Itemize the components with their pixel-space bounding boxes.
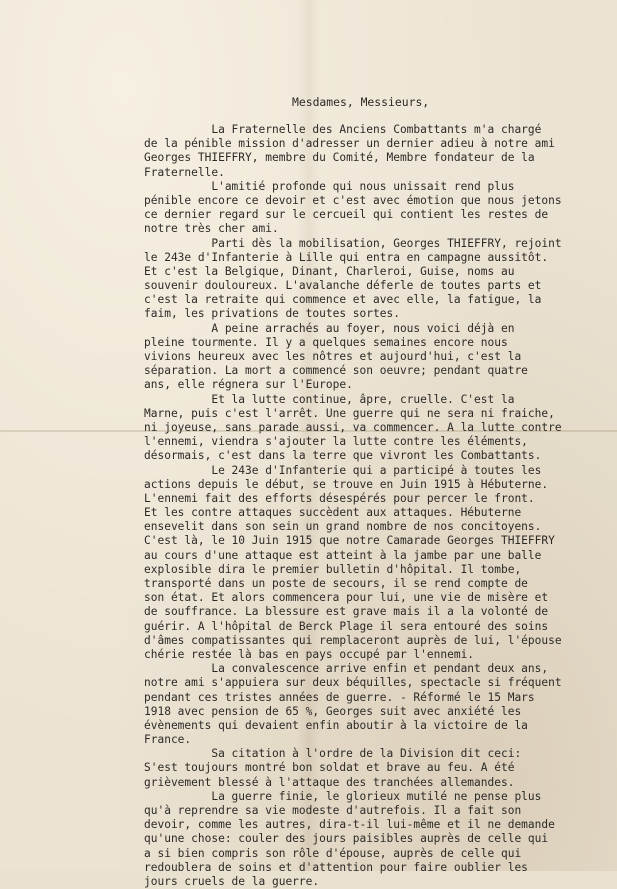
letter-line: évènements qui devaient enfin aboutir à la victoire de la <box>144 718 528 732</box>
letter-line: l'ennemi, viendra s'ajouter la lutte contre les éléments, <box>144 435 528 449</box>
letter-line: jours cruels de la guerre. <box>144 874 320 888</box>
letter-line: faim, les privations de toutes sortes. <box>144 307 400 321</box>
letter-line: désormais, c'est dans la terre que vivront les Combattants. <box>144 449 542 463</box>
letter-line: séparation. La mort a commencé son oeuvre; pendant quatre <box>144 364 528 378</box>
letter-line: ensevelit dans son sein un grand nombre de nos concitoyens. <box>144 520 542 534</box>
letter-line: La Fraternelle des Anciens Combattants m'a chargé <box>144 123 542 136</box>
letter-line: S'est toujours montré bon soldat et brave au feu. A été <box>144 761 515 775</box>
letter-line: A peine arrachés au foyer, nous voici déjà en <box>144 321 515 335</box>
letter-line: souvenir douloureux. L'avalanche déferle de toutes parts et <box>144 279 542 293</box>
letter-line: Le 243e d'Infanterie qui a participé à toutes les <box>144 463 542 477</box>
letter-line: notre ami s'appuiera sur deux béquilles, spectacle si fréquent <box>144 676 562 690</box>
letter-line: ce dernier regard sur le cercueil qui contient les restes de <box>144 208 549 222</box>
letter-line: explosible dira le premier bulletin d'hôpital. Il tombe, <box>144 562 522 576</box>
letter-line: a si bien compris son rôle d'épouse, auprès de celle qui <box>144 846 522 860</box>
letter-line: C'est là, le 10 Juin 1915 que notre Camarade Georges THIEFFRY <box>144 534 555 548</box>
letter-line: chérie restée là bas en pays occupé par l'ennemi. <box>144 647 475 661</box>
letter-line: ans, elle régnera sur l'Europe. <box>144 378 353 392</box>
letter-body <box>144 123 617 889</box>
letter-line: L'amitié profonde qui nous unissait rend plus <box>144 179 515 193</box>
letter-line: Sa citation à l'ordre de la Division dit ceci: <box>144 747 522 761</box>
letter-line: pendant ces tristes années de guerre. - Réformé le 15 Mars <box>144 690 535 704</box>
letter-line: Georges THIEFFRY, membre du Comité, Membre fondateur de la <box>144 151 535 165</box>
letter-line: La guerre finie, le glorieux mutilé ne pense plus <box>144 789 542 803</box>
letter-line: c'est la retraite qui commence et avec elle, la fatigue, la <box>144 293 542 307</box>
letter-line: Parti dès la mobilisation, Georges THIEFFRY, rejoint <box>144 236 562 250</box>
letter-line: qu'une chose: couler des jours paisibles auprès de celle qui <box>144 832 549 846</box>
letter-line: redoublera de soins et d'attention pour faire oublier les <box>144 860 528 874</box>
letter-line: Marne, puis c'est l'arrêt. Une guerre qui ne sera ni fraiche, <box>144 406 555 420</box>
letter-line: au cours d'une attaque est atteint à la jambe par une balle <box>144 548 542 562</box>
letter-line: France. <box>144 733 192 747</box>
letter-line: son état. Et alors commencera pour lui, une vie de misère et <box>144 591 549 605</box>
letter-line: La convalescence arrive enfin et pendant deux ans, <box>144 662 549 676</box>
letter-line: vivions heureux avec les nôtres et aujourd'hui, c'est la <box>144 350 522 363</box>
letter-line: guérir. A l'hôpital de Berck Plage il sera entouré des soins <box>144 619 549 633</box>
letter-line: Et c'est la Belgique, Dinant, Charleroi, Guise, noms au <box>144 264 515 278</box>
letter-line: d'âmes compatissantes qui remplaceront auprès de lui, l'épouse <box>144 633 562 647</box>
letter-line: L'ennemi fait des efforts désespérés pour percer le front. <box>144 491 535 505</box>
letter-line: notre très cher ami. <box>144 222 279 236</box>
letter-line: de la pénible mission d'adresser un dernier adieu à notre ami <box>144 137 555 151</box>
letter-line: Et les contre attaques succèdent aux attaques. Hébuterne <box>144 506 522 520</box>
letter-line: ni joyeuse, sans parade aussi, va commencer. A la lutte contre <box>144 420 562 434</box>
letter-line: Fraternelle. <box>144 165 225 179</box>
letter-line: actions depuis le début, se trouve en Juin 1915 à Hébuterne. <box>144 477 549 491</box>
letter-line: qu'à reprendre sa vie modeste d'autrefois. Il a fait son <box>144 804 522 817</box>
letter-line: pleine tourmente. Il y a quelques semaines encore nous <box>144 335 508 349</box>
letter-line: Et la lutte continue, âpre, cruelle. C'est la <box>144 392 515 406</box>
letter-line: pénible encore ce devoir et c'est avec émotion que nous jetons <box>144 193 562 207</box>
letter-line: 1918 avec pension de 65 %, Georges suit avec anxiété les <box>144 704 522 718</box>
letter-line: grièvement blessé à l'attaque des tranchées allemandes. <box>144 775 515 789</box>
letter-line: le 243e d'Infanterie à Lille qui entra en campagne aussitôt. <box>144 250 549 264</box>
letter-line: devoir, comme les autres, dira-t-il lui-même et il ne demande <box>144 818 555 832</box>
salutation: Mesdames, Messieurs, <box>292 95 430 109</box>
letter-line: de souffrance. La blessure est grave mais il a la volonté de <box>144 605 549 619</box>
letter-line: transporté dans un poste de secours, il se rend compte de <box>144 577 528 590</box>
